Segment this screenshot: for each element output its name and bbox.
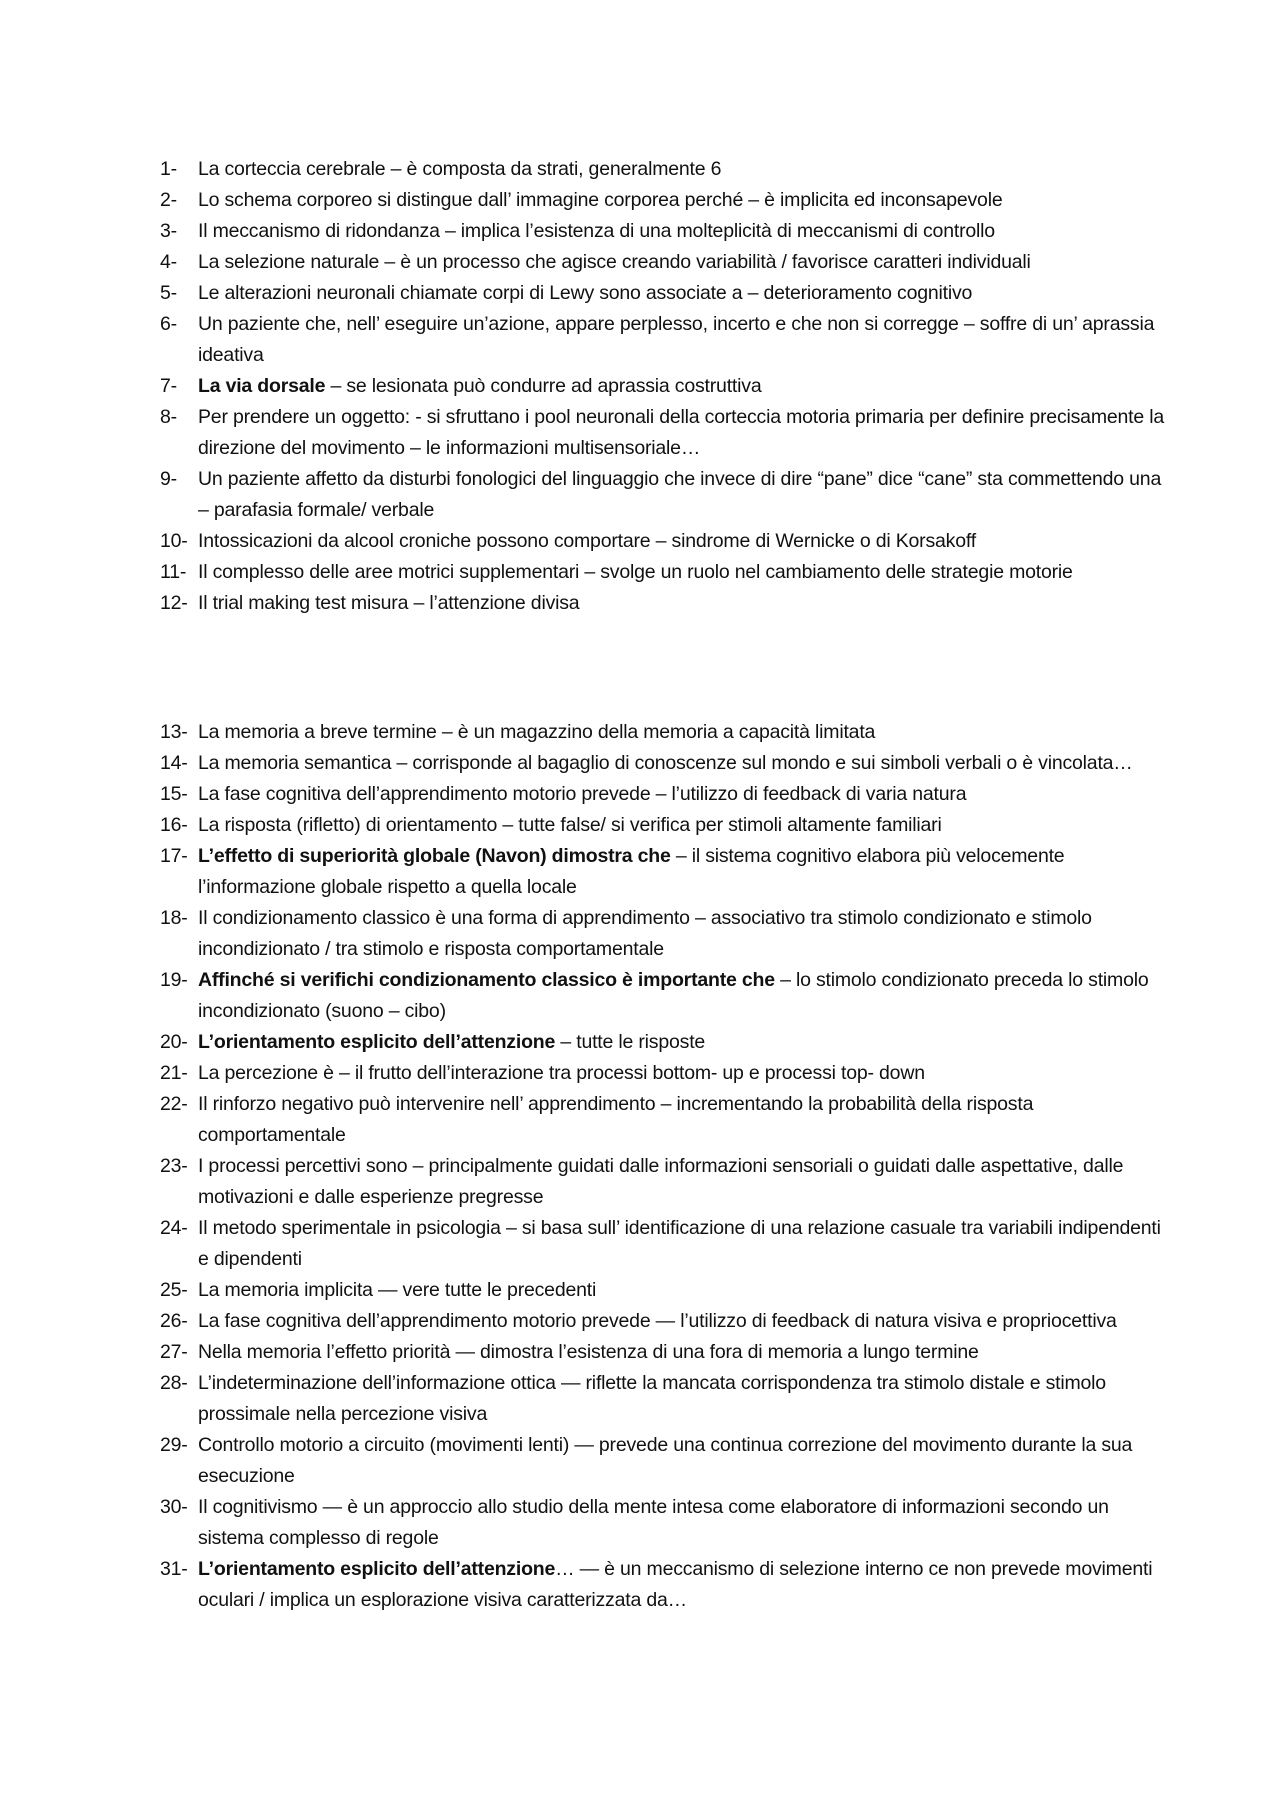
item-answer: Il complesso delle aree motrici supplementari – svolge un ruolo nel cambiamento delle strategie motorie: [198, 561, 1073, 583]
list-item: [160, 1151, 1170, 1213]
list-item: [160, 1089, 1170, 1151]
item-number: 4-: [160, 251, 177, 273]
item-text: [198, 1368, 1170, 1430]
item-text: [198, 1089, 1170, 1151]
item-number: 2-: [160, 189, 177, 211]
list-item: [160, 717, 1170, 748]
list-item: [160, 402, 1170, 464]
list-item: [160, 526, 1170, 557]
list-item: [160, 1554, 1170, 1616]
list-item: [160, 841, 1170, 903]
item-number: 12-: [160, 592, 188, 614]
item-text: [198, 371, 1170, 402]
item-answer: L’indeterminazione dell’informazione ottica — riflette la mancata corrispondenza tra stimolo distale e stimolo prossimale nella percezione visiva: [198, 1372, 1106, 1425]
item-answer: La percezione è – il frutto dell’interazione tra processi bottom- up e processi top- down: [198, 1062, 925, 1084]
item-answer: Nella memoria l’effetto priorità — dimostra l’esistenza di una fora di memoria a lungo termine: [198, 1341, 979, 1363]
item-number: 25-: [160, 1279, 188, 1301]
item-answer: Lo schema corporeo si distingue dall’ immagine corporea perché – è implicita ed inconsapevole: [198, 189, 1003, 211]
item-text: [198, 1554, 1170, 1616]
item-answer: La fase cognitiva dell’apprendimento motorio prevede – l’utilizzo di feedback di varia natura: [198, 783, 967, 805]
item-text: [198, 526, 1170, 557]
item-text: [198, 1151, 1170, 1213]
item-answer: Le alterazioni neuronali chiamate corpi di Lewy sono associate a – deterioramento cognitivo: [198, 282, 973, 304]
item-number: 17-: [160, 845, 188, 867]
item-number: 21-: [160, 1062, 188, 1084]
list-item: [160, 965, 1170, 1027]
list-item: [160, 903, 1170, 965]
item-number: 10-: [160, 530, 188, 552]
item-number: 7-: [160, 375, 177, 397]
item-answer: Per prendere un oggetto: - si sfruttano i pool neuronali della corteccia motoria primaria per definire precisamente la direzione del movimento – le informazioni multisensoriale…: [198, 406, 1165, 459]
list-item: [160, 464, 1170, 526]
item-number: 8-: [160, 406, 177, 428]
item-text: [198, 216, 1170, 247]
list-item: [160, 309, 1170, 371]
item-number: 20-: [160, 1031, 188, 1053]
list-item: [160, 1306, 1170, 1337]
question-list-part-2: [160, 717, 1170, 1616]
item-answer: Il trial making test misura – l’attenzione divisa: [198, 592, 580, 614]
item-text: [198, 1275, 1170, 1306]
item-number: 31-: [160, 1558, 188, 1580]
item-answer: I processi percettivi sono – principalmente guidati dalle informazioni sensoriali o guidati dalle aspettative, dalle motivazioni e dalle esperienze pregresse: [198, 1155, 1124, 1208]
item-answer: Il metodo sperimentale in psicologia – si basa sull’ identificazione di una relazione casuale tra variabili indipendenti e dipendenti: [198, 1217, 1161, 1270]
item-bold-prefix: L’orientamento esplicito dell’attenzione: [198, 1031, 556, 1053]
item-text: [198, 464, 1170, 526]
list-item: [160, 1027, 1170, 1058]
list-item: [160, 185, 1170, 216]
item-answer: La selezione naturale – è un processo che agisce creando variabilità / favorisce caratteri individuali: [198, 251, 1031, 273]
item-answer: Il condizionamento classico è una forma di apprendimento – associativo tra stimolo condizionato e stimolo incondizionato / tra stimolo e risposta comportamentale: [198, 907, 1092, 960]
item-text: [198, 185, 1170, 216]
item-text: [198, 1337, 1170, 1368]
item-text: [198, 810, 1170, 841]
item-text: [198, 1213, 1170, 1275]
item-text: [198, 278, 1170, 309]
item-number: 28-: [160, 1372, 188, 1394]
item-bold-prefix: La via dorsale: [198, 375, 326, 397]
item-text: [198, 717, 1170, 748]
item-answer: Un paziente che, nell’ eseguire un’azione, appare perplesso, incerto e che non si corregge – soffre di un’ aprassia ideativa: [198, 313, 1155, 366]
list-item: [160, 1213, 1170, 1275]
item-answer: Il cognitivismo — è un approccio allo studio della mente intesa come elaboratore di informazioni secondo un sistema complesso di regole: [198, 1496, 1109, 1549]
item-number: 11-: [160, 561, 187, 583]
item-answer: Un paziente affetto da disturbi fonologici del linguaggio che invece di dire “pane” dice “cane” sta commettendo una – parafasia formale/ verbale: [198, 468, 1162, 521]
item-number: 29-: [160, 1434, 188, 1456]
item-bold-prefix: L’effetto di superiorità globale (Navon) dimostra che: [198, 845, 671, 867]
item-number: 5-: [160, 282, 177, 304]
list-item: [160, 278, 1170, 309]
question-list-part-1: [160, 154, 1170, 619]
item-answer: La corteccia cerebrale – è composta da strati, generalmente 6: [198, 158, 722, 180]
item-text: [198, 1492, 1170, 1554]
item-bold-prefix: L’orientamento esplicito dell’attenzione: [198, 1558, 556, 1580]
item-text: [198, 1027, 1170, 1058]
list-item: [160, 247, 1170, 278]
item-number: 24-: [160, 1217, 188, 1239]
item-text: [198, 903, 1170, 965]
item-bold-prefix: Affinché si verifichi condizionamento classico è importante che: [198, 969, 775, 991]
list-item: [160, 1368, 1170, 1430]
item-number: 19-: [160, 969, 188, 991]
list-item: [160, 810, 1170, 841]
list-item: [160, 1430, 1170, 1492]
item-answer: – il sistema cognitivo elabora più velocemente l’informazione globale rispetto a quella locale: [198, 845, 1065, 898]
list-item: [160, 1492, 1170, 1554]
item-answer: – tutte le risposte: [555, 1031, 706, 1053]
item-number: 3-: [160, 220, 177, 242]
item-text: [198, 247, 1170, 278]
item-text: [198, 1058, 1170, 1089]
item-answer: Il rinforzo negativo può intervenire nell’ apprendimento – incrementando la probabilità della risposta comportamentale: [198, 1093, 1034, 1146]
item-number: 15-: [160, 783, 188, 805]
list-item: [160, 748, 1170, 779]
item-number: 14-: [160, 752, 188, 774]
item-text: [198, 557, 1170, 588]
item-text: [198, 154, 1170, 185]
list-item: [160, 1337, 1170, 1368]
item-answer: La fase cognitiva dell’apprendimento motorio prevede — l’utilizzo di feedback di natura visiva e propriocettiva: [198, 1310, 1117, 1332]
item-answer: La memoria semantica – corrisponde al bagaglio di conoscenze sul mondo e sui simboli verbali o è vincolata…: [198, 752, 1133, 774]
item-text: [198, 748, 1170, 779]
list-item: [160, 1275, 1170, 1306]
item-number: 16-: [160, 814, 188, 836]
item-text: [198, 841, 1170, 903]
item-text: [198, 309, 1170, 371]
item-answer: – se lesionata può condurre ad aprassia costruttiva: [325, 375, 762, 397]
item-number: 6-: [160, 313, 177, 335]
list-item: [160, 588, 1170, 619]
item-number: 18-: [160, 907, 188, 929]
item-number: 13-: [160, 721, 188, 743]
list-item: [160, 779, 1170, 810]
item-answer: La risposta (riflettο) di orientamento – tutte false/ si verifica per stimoli altamente familiari: [198, 814, 942, 836]
item-answer: Intossicazioni da alcool croniche possono comportare – sindrome di Wernicke o di Korsakoff: [198, 530, 976, 552]
list-item: [160, 216, 1170, 247]
item-number: 30-: [160, 1496, 188, 1518]
item-number: 26-: [160, 1310, 188, 1332]
item-text: [198, 965, 1170, 1027]
list-item: [160, 1058, 1170, 1089]
list-item: [160, 371, 1170, 402]
item-number: 1-: [160, 158, 177, 180]
item-answer: – lo stimolo condizionato preceda lo stimolo incondizionato (suono – cibo): [198, 969, 1149, 1022]
item-number: 23-: [160, 1155, 188, 1177]
item-text: [198, 402, 1170, 464]
item-number: 22-: [160, 1093, 188, 1115]
list-item: [160, 154, 1170, 185]
item-number: 27-: [160, 1341, 188, 1363]
item-text: [198, 1306, 1170, 1337]
item-text: [198, 779, 1170, 810]
item-text: [198, 1430, 1170, 1492]
item-text: [198, 588, 1170, 619]
item-answer: … — è un meccanismo di selezione interno ce non prevede movimenti oculari / implica un esplorazione visiva caratterizzata da…: [198, 1558, 1153, 1611]
list-item: [160, 557, 1170, 588]
item-answer: La memoria implicita — vere tutte le precedenti: [198, 1279, 597, 1301]
item-answer: Controllo motorio a circuito (movimenti lenti) — prevede una continua correzione del movimento durante la sua esecuzione: [198, 1434, 1133, 1487]
item-answer: Il meccanismo di ridondanza – implica l’esistenza di una molteplicità di meccanismi di controllo: [198, 220, 995, 242]
item-answer: La memoria a breve termine – è un magazzino della memoria a capacità limitata: [198, 721, 876, 743]
item-number: 9-: [160, 468, 177, 490]
